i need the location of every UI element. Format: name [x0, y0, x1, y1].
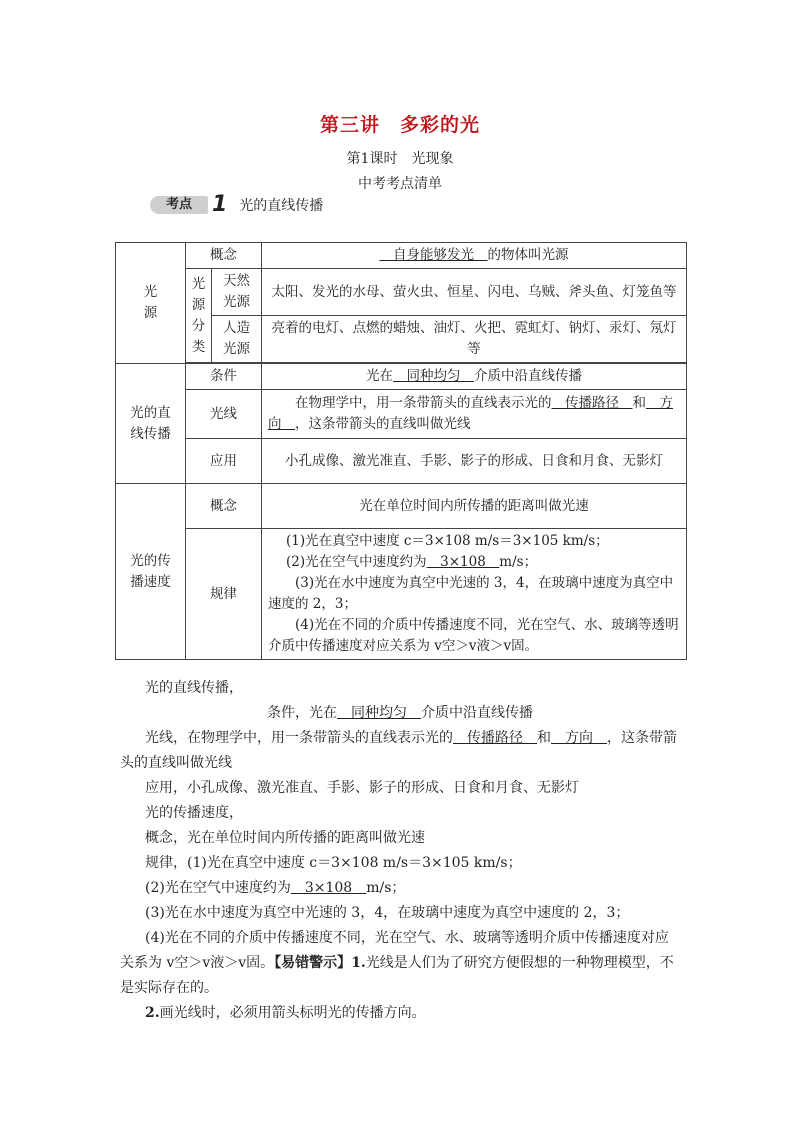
- text: 介质中沿直线传播: [474, 368, 582, 384]
- classification-label: 光源分类: [186, 269, 212, 363]
- text: 和: [632, 395, 646, 411]
- exam-point-badge: 考点: [150, 196, 208, 214]
- text: 光线，在物理学中，用一条带箭头的直线表示光的: [145, 730, 453, 746]
- answer-blank: 方向: [551, 730, 607, 746]
- text: 在物理学中，用一条带箭头的直线表示光的: [295, 395, 552, 411]
- condition-text: [262, 364, 687, 390]
- table-row: [116, 529, 687, 660]
- item-number: 2.: [145, 1005, 160, 1021]
- warning-label: 【易错警示】: [274, 955, 352, 971]
- speed-concept-label: 概念: [186, 484, 262, 529]
- answer-blank: 同种均匀: [393, 368, 474, 384]
- propagation-label: 光的直线传播: [116, 364, 186, 484]
- text: (4)光在不同的介质中传播速度不同，光在空气、水、玻璃等透明介质中传播速度对应关系为 v空＞v液＞v固。: [120, 930, 669, 971]
- text: (2)光在空气中速度约为: [145, 880, 291, 896]
- body-para-5: 光的传播速度，: [145, 805, 243, 821]
- exam-point-number: 1: [212, 192, 228, 217]
- body-para-1: 光的直线传播，: [145, 680, 243, 696]
- text: (2)光在空气中速度约为: [286, 554, 427, 570]
- law-1: (1)光在真空中速度 c＝3×108 m/s＝3×105 km/s；: [286, 533, 609, 549]
- body-para-4: 应用，小孔成像、激光准直、手影、影子的形成、日食和月食、无影灯: [145, 780, 579, 796]
- light-source-concept: [262, 243, 687, 269]
- table-row: [116, 390, 687, 439]
- ray-text: [262, 390, 687, 439]
- text: 光线是人们为了研究方便假想的一种物理模型，不是实际存在的。: [120, 955, 674, 996]
- text: m/s；: [366, 880, 406, 896]
- application-text: 小孔成像、激光准直、手影、影子的形成、日食和月食、无影灯: [262, 439, 687, 484]
- body-para-8: [145, 876, 405, 901]
- natural-source-text: 太阳、发光的水母、萤火虫、恒星、闪电、乌贼、斧头鱼、灯笼鱼等: [262, 269, 687, 316]
- speed-label: 光的传播速度: [116, 484, 186, 660]
- body-para-6: 概念，光在单位时间内所传播的距离叫做光速: [145, 830, 425, 846]
- speed-concept-text: 光在单位时间内所传播的距离叫做光速: [262, 484, 687, 529]
- answer-blank: 方向: [268, 395, 673, 432]
- text: 条件，光在: [267, 705, 337, 721]
- answer-blank: 3×108: [426, 554, 500, 570]
- light-source-label: 光源: [116, 243, 186, 364]
- table-row: [116, 269, 687, 316]
- item-number: 1.: [351, 955, 366, 971]
- natural-source-label: 天然光源: [212, 269, 262, 316]
- answer-blank: 3×108: [290, 880, 367, 896]
- body-para-7: 规律，(1)光在真空中速度 c＝3×108 m/s＝3×105 km/s；: [145, 855, 522, 871]
- law-4: (4)光在不同的介质中传播速度不同，光在空气、水、玻璃等透明介质中传播速度对应关系为 v空＞v液＞v固。: [268, 617, 679, 654]
- law-2: [268, 552, 680, 573]
- table-row: [116, 484, 687, 529]
- body-para-10: [120, 926, 680, 1001]
- concept-text: 的物体叫光源: [487, 247, 569, 263]
- text: 画光线时，必须用箭头标明光的传播方向。: [159, 1005, 426, 1021]
- answer-blank: 自身能够发光: [379, 247, 488, 263]
- table-row: [116, 243, 687, 269]
- checklist-heading: 中考考点清单: [358, 176, 442, 192]
- body-para-11: [145, 1001, 426, 1026]
- condition-label: 条件: [186, 364, 262, 390]
- law-label: 规律: [186, 529, 262, 660]
- law-3: (3)光在水中速度为真空中光速的 3，4，在玻璃中速度为真空中速度的 2，3；: [268, 575, 674, 612]
- body-para-3: [120, 726, 680, 776]
- lesson-subtitle: 第1课时 光现象: [346, 151, 454, 167]
- answer-blank: 传播路径: [453, 730, 537, 746]
- text: 介质中沿直线传播: [421, 705, 533, 721]
- text: ，这条带箭头的直线叫做光线: [295, 416, 471, 432]
- exam-point-heading: [150, 192, 324, 217]
- exam-point-topic: 光的直线传播: [239, 198, 324, 214]
- body-para-2: [0, 701, 800, 726]
- text: ，这条带箭头的直线叫做光线: [120, 730, 677, 771]
- knowledge-table: [115, 242, 687, 660]
- application-label: 应用: [186, 439, 262, 484]
- answer-blank: 传播路径: [551, 395, 633, 411]
- concept-label: 概念: [186, 243, 262, 269]
- table-row: [116, 364, 687, 390]
- artificial-source-label: 人造光源: [212, 316, 262, 363]
- text: 和: [537, 730, 551, 746]
- law-text: [262, 529, 687, 660]
- answer-blank: 同种均匀: [337, 705, 421, 721]
- table-row: [116, 439, 687, 484]
- artificial-source-text: 亮着的电灯、点燃的蜡烛、油灯、火把、霓虹灯、钠灯、汞灯、氖灯等: [262, 316, 687, 363]
- body-para-9: (3)光在水中速度为真空中光速的 3，4，在玻璃中速度为真空中速度的 2，3；: [145, 905, 630, 921]
- ray-label: 光线: [186, 390, 262, 439]
- page-title: 第三讲 多彩的光: [319, 114, 480, 136]
- text: m/s；: [499, 554, 538, 570]
- text: 光在: [366, 368, 393, 384]
